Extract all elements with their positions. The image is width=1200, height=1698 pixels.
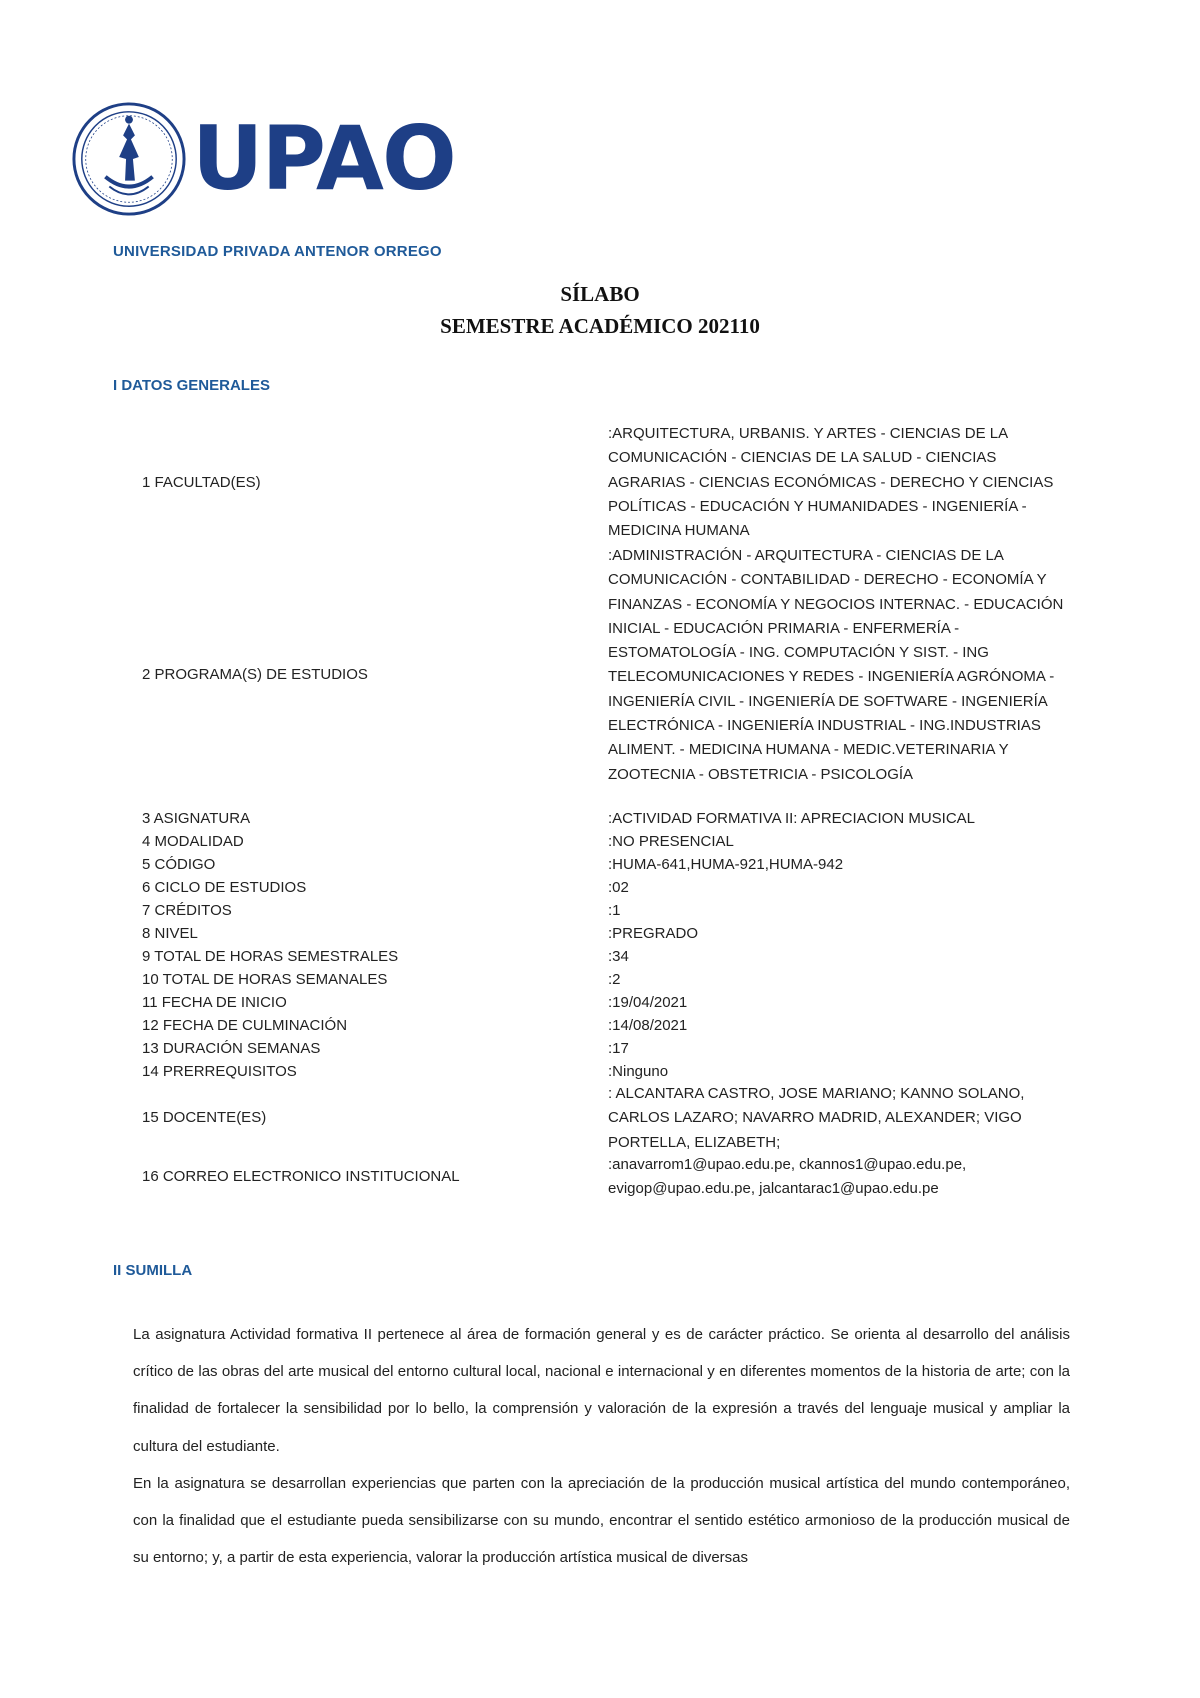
field-value: :anavarrom1@upao.edu.pe, ckannos1@upao.edu.pe, evigop@upao.edu.pe, jalcantarac1@upao.edu.pe [608,1156,967,1198]
field-value: :17 [608,1040,629,1057]
university-name: UNIVERSIDAD PRIVADA ANTENOR ORREGO [113,243,442,260]
field-label: 4 MODALIDAD [142,833,244,850]
field-label: 15 DOCENTE(ES) [142,1109,267,1126]
field-value: :2 [608,971,621,988]
field-value: :34 [608,948,629,965]
field-value: :1 [608,902,621,919]
sumilla-paragraph: La asignatura Actividad formativa II pertenece al área de formación general y es de carácter práctico. Se orienta al desarrollo del análisis crítico de las obras del arte musical del entorno cultural local, nacional e internacional y en diferentes momentos de la historia de arte; con la finalidad de fortalecer la sensibilidad por lo bello, la comprensión y valoración de la expresión a través del lenguaje musical y ampliar la cultura del estudiante. [133,1326,1070,1455]
sumilla-paragraph: En la asignatura se desarrollan experiencias que parten con la apreciación de la producción musical artística del mundo contemporáneo, con la finalidad que el estudiante pueda sensibilizarse con su mundo, encontrar el sentido estético armonioso de la producción musical de su entorno; y, a partir de esta experiencia, valorar la producción artística musical de diversas [133,1475,1070,1567]
field-value: :02 [608,879,629,896]
logo-wordmark: UPAO [192,107,455,210]
field-label: 1 FACULTAD(ES) [142,474,261,491]
field-label: 9 TOTAL DE HORAS SEMESTRALES [142,948,399,965]
field-value: :14/08/2021 [608,1017,688,1034]
field-value: :HUMA-641,HUMA-921,HUMA-942 [608,856,844,873]
field-label: 10 TOTAL DE HORAS SEMANALES [142,971,388,988]
field-label: 11 FECHA DE INICIO [142,994,287,1011]
field-label: 7 CRÉDITOS [142,902,232,919]
field-value: :19/04/2021 [608,994,688,1011]
university-seal-icon [70,100,188,218]
field-value: :ARQUITECTURA, URBANIS. Y ARTES - CIENCIAS DE LA COMUNICACIÓN - CIENCIAS DE LA SALUD - CIENCIAS AGRARIAS - CIENCIAS ECONÓMICAS - DERECHO Y CIENCIAS POLÍTICAS - EDUCACIÓN Y HUMANIDADES - INGENIERÍA - MEDICINA HUMANA [608,425,1054,540]
field-label: 12 FECHA DE CULMINACIÓN [142,1017,348,1034]
field-label: 5 CÓDIGO [142,856,216,873]
upao-logo [70,100,455,218]
field-value: :ACTIVIDAD FORMATIVA II: APRECIACION MUSICAL [608,810,976,827]
field-value: : ALCANTARA CASTRO, JOSE MARIANO; KANNO SOLANO, CARLOS LAZARO; NAVARRO MADRID, ALEXANDER; VIGO PORTELLA, ELIZABETH; [608,1085,1025,1151]
field-label: 13 DURACIÓN SEMANAS [142,1040,321,1057]
field-label: 6 CICLO DE ESTUDIOS [142,879,307,896]
field-label: 2 PROGRAMA(S) DE ESTUDIOS [142,666,368,683]
field-value: :Ninguno [608,1063,669,1080]
field-label: 8 NIVEL [142,925,198,942]
section-heading-datos-generales: I DATOS GENERALES [113,377,270,394]
field-label: 14 PRERREQUISITOS [142,1063,297,1080]
document-title: SÍLABO [560,282,640,306]
field-label: 3 ASIGNATURA [142,810,251,827]
field-value: :ADMINISTRACIÓN - ARQUITECTURA - CIENCIAS DE LA COMUNICACIÓN - CONTABILIDAD - DERECHO - ECONOMÍA Y FINANZAS - ECONOMÍA Y NEGOCIOS INTERNAC. - EDUCACIÓN INICIAL - EDUCACIÓN PRIMARIA - ENFERMERÍA - ESTOMATOLOGÍA - ING. COMPUTACIÓN Y SIST. - ING TELECOMUNICACIONES Y REDES - INGENIERÍA AGRÓNOMA - INGENIERÍA CIVIL - INGENIERÍA DE SOFTWARE - INGENIERÍA ELECTRÓNICA - INGENIERÍA INDUSTRIAL - ING.INDUSTRIAS ALIMENT. - MEDICINA HUMANA - MEDIC.VETERINARIA Y ZOOTECNIA - OBSTETRICIA - PSICOLOGÍA [608,547,1064,783]
section-heading-sumilla: II SUMILLA [113,1262,193,1279]
document-subtitle: SEMESTRE ACADÉMICO 202110 [440,314,760,338]
field-value: :NO PRESENCIAL [608,833,734,850]
field-value: :PREGRADO [608,925,699,942]
field-label: 16 CORREO ELECTRONICO INSTITUCIONAL [142,1168,460,1185]
